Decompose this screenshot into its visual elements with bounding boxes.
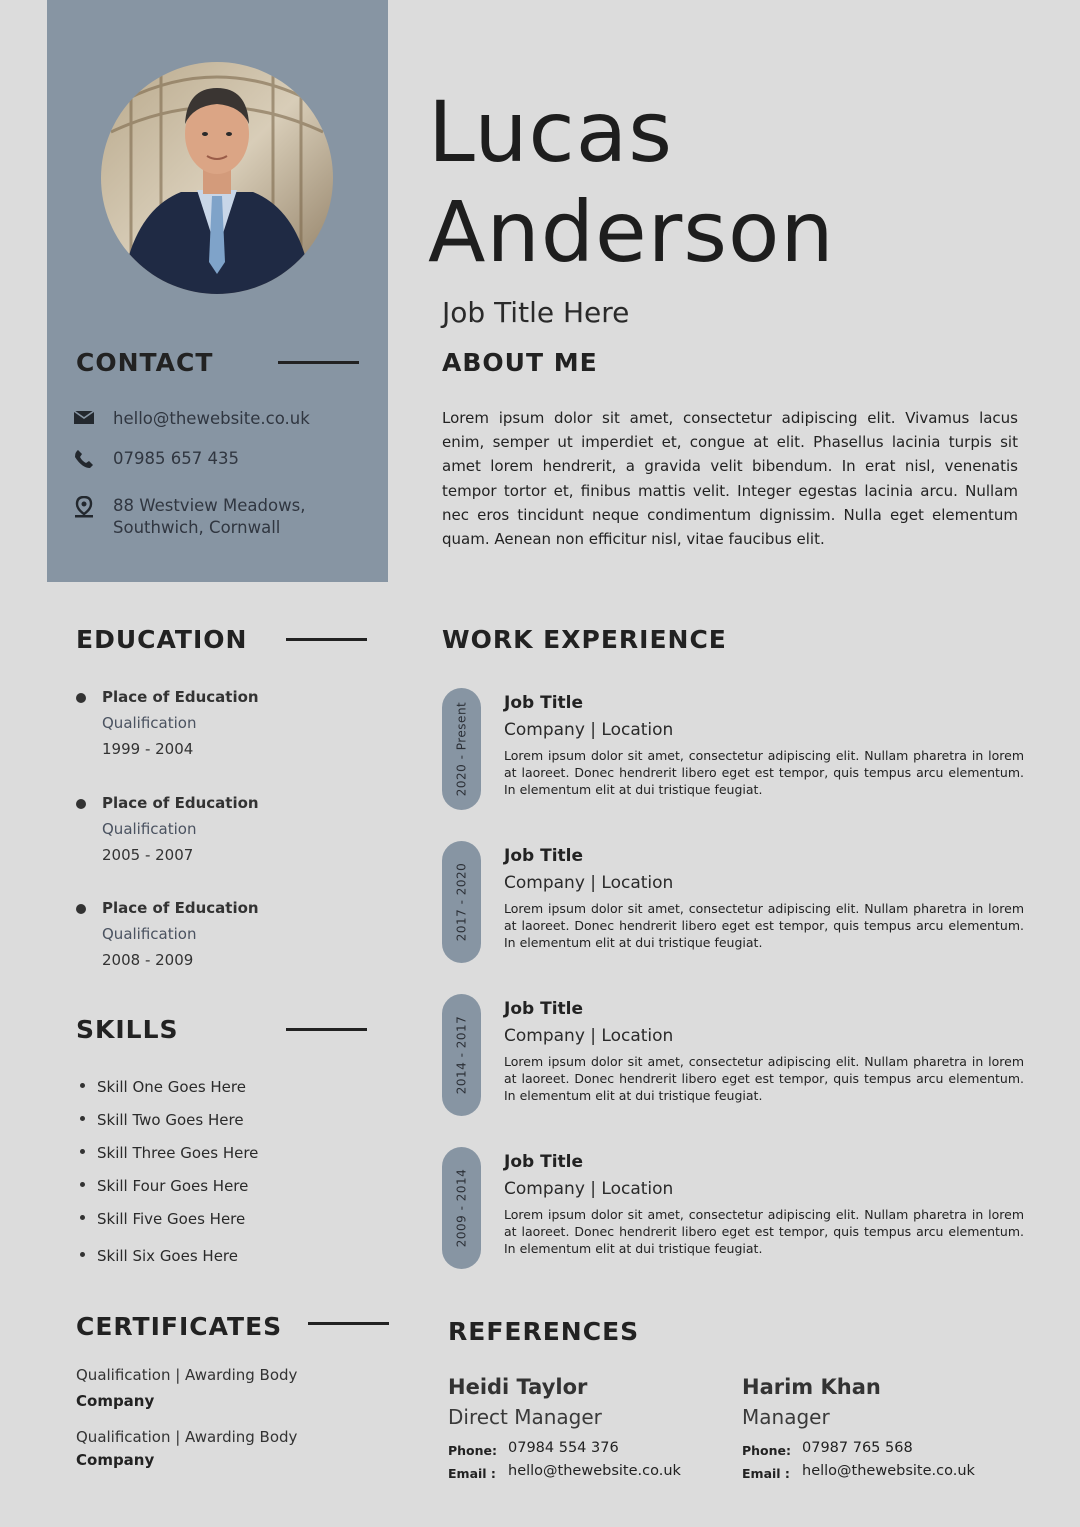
experience-company: Company | Location (504, 720, 674, 740)
skill-label: Skill Six Goes Here (97, 1247, 238, 1265)
education-qualification: Qualification (102, 925, 197, 943)
contact-email-row (74, 408, 310, 430)
profile-photo (101, 62, 333, 294)
contact-heading-rule (278, 361, 359, 364)
certificate-company: Company (76, 1392, 155, 1410)
skill-item (80, 1210, 245, 1228)
bullet-dot (80, 1252, 85, 1257)
experience-description: Lorem ipsum dolor sit amet, consectetur adipiscing elit. Nullam pharetra in lorem at laoreet. Donec hendrerit libero eget est tempor, quis tempus arcu elementum. In elementum elit at dui tristique feugiat. (504, 1054, 1024, 1103)
experience-company: Company | Location (504, 1179, 674, 1199)
education-place: Place of Education (102, 688, 259, 706)
contact-address-line2: Southwich, Cornwall (113, 518, 281, 537)
experience-description: Lorem ipsum dolor sit amet, consectetur adipiscing elit. Nullam pharetra in lorem at laoreet. Donec hendrerit libero eget est tempor, quis tempus arcu elementum. In elementum elit at dui tristique feugiat. (504, 901, 1024, 950)
experience-company: Company | Location (504, 873, 674, 893)
contact-heading: CONTACT (76, 348, 214, 377)
skills-heading-rule (286, 1028, 367, 1031)
experience-period-pill (442, 688, 481, 810)
bullet-dot (80, 1149, 85, 1154)
experience-title: Job Title (504, 693, 583, 713)
bullet-dot (76, 904, 86, 914)
reference-name: Harim Khan (742, 1375, 881, 1399)
reference-role: Direct Manager (448, 1405, 602, 1429)
education-years: 1999 - 2004 (102, 740, 194, 758)
education-years: 2005 - 2007 (102, 846, 194, 864)
education-heading-rule (286, 638, 367, 641)
experience-description: Lorem ipsum dolor sit amet, consectetur adipiscing elit. Nullam pharetra in lorem at laoreet. Donec hendrerit libero eget est tempor, quis tempus arcu elementum. In elementum elit at dui tristique feugiat. (504, 1207, 1024, 1256)
work-heading: WORK EXPERIENCE (442, 625, 727, 654)
bullet-dot (76, 799, 86, 809)
education-place: Place of Education (102, 899, 259, 917)
experience-title: Job Title (504, 999, 583, 1019)
education-qualification: Qualification (102, 820, 197, 838)
bullet-dot (80, 1215, 85, 1220)
experience-period: 2014 - 2017 (454, 1015, 469, 1095)
reference-name: Heidi Taylor (448, 1375, 588, 1399)
contact-address-line1: 88 Westview Meadows, (113, 496, 306, 515)
contact-phone[interactable]: 07985 657 435 (113, 449, 239, 468)
reference-role: Manager (742, 1405, 830, 1429)
experience-period-pill (442, 994, 481, 1116)
reference-email-label: Email : (742, 1466, 790, 1481)
education-heading: EDUCATION (76, 625, 248, 654)
certificates-heading: CERTIFICATES (76, 1312, 283, 1341)
skill-item (80, 1247, 238, 1265)
experience-period: 2017 - 2020 (454, 862, 469, 942)
job-title: Job Title Here (442, 296, 630, 329)
contact-address (113, 495, 305, 539)
skill-item (80, 1111, 244, 1129)
references-heading: REFERENCES (448, 1317, 640, 1346)
reference-phone-label: Phone: (742, 1443, 792, 1458)
skill-label: Skill Four Goes Here (97, 1177, 249, 1195)
certificate-qualification: Qualification | Awarding Body (76, 1428, 298, 1446)
experience-title: Job Title (504, 846, 583, 866)
skills-heading: SKILLS (76, 1015, 179, 1044)
phone-icon (74, 449, 96, 469)
about-heading: ABOUT ME (442, 348, 598, 377)
certificate-company: Company (76, 1451, 155, 1469)
reference-email-label: Email : (448, 1466, 496, 1481)
skill-label: Skill Five Goes Here (97, 1210, 246, 1228)
about-text: Lorem ipsum dolor sit amet, consectetur adipiscing elit. Vivamus lacus enim, semper ut imperdiet et, congue at elit. Phasellus lacinia turpis sit amet lorem hendrerit, a gravida velit bibendum. In erat nisl, venenatis tempor tortor et, finibus mattis velit. Integer egestas lacinia arcu. Nullam nec eros tincidunt neque condimentum dignissim. Nulla eget elementum quam. Aenean non efficitur nisl, vitae faucibus elit. (442, 409, 1018, 549)
skill-item (80, 1078, 246, 1096)
experience-period: 2009 - 2014 (454, 1168, 469, 1248)
experience-company: Company | Location (504, 1026, 674, 1046)
bullet-dot (76, 693, 86, 703)
reference-phone[interactable]: 07987 765 568 (802, 1440, 913, 1456)
experience-title: Job Title (504, 1152, 583, 1172)
skill-label: Skill Three Goes Here (97, 1144, 259, 1162)
last-name: Anderson (428, 183, 835, 281)
first-name: Lucas (428, 83, 673, 181)
skill-item (80, 1144, 258, 1162)
bullet-dot (80, 1182, 85, 1187)
certificate-qualification: Qualification | Awarding Body (76, 1366, 298, 1384)
skill-label: Skill Two Goes Here (97, 1111, 244, 1129)
experience-description: Lorem ipsum dolor sit amet, consectetur adipiscing elit. Nullam pharetra in lorem at laoreet. Donec hendrerit libero eget est tempor, quis tempus arcu elementum. In elementum elit at dui tristique feugiat. (504, 748, 1024, 797)
reference-phone[interactable]: 07984 554 376 (508, 1440, 619, 1456)
reference-email[interactable]: hello@thewebsite.co.uk (508, 1463, 681, 1479)
bullet-dot (80, 1083, 85, 1088)
education-qualification: Qualification (102, 714, 197, 732)
education-place: Place of Education (102, 794, 259, 812)
certificates-heading-rule (308, 1322, 389, 1325)
reference-phone-label: Phone: (448, 1443, 498, 1458)
experience-period-pill (442, 841, 481, 963)
education-years: 2008 - 2009 (102, 951, 194, 969)
contact-email[interactable]: hello@thewebsite.co.uk (113, 409, 310, 428)
location-pin-icon (74, 496, 96, 516)
contact-address-row (74, 495, 305, 539)
reference-email[interactable]: hello@thewebsite.co.uk (802, 1463, 975, 1479)
skill-label: Skill One Goes Here (97, 1078, 246, 1096)
bullet-dot (80, 1116, 85, 1121)
envelope-icon (74, 409, 96, 429)
contact-phone-row (74, 448, 239, 470)
experience-period-pill (442, 1147, 481, 1269)
skill-item (80, 1177, 248, 1195)
experience-period: 2020 - Present (454, 701, 469, 797)
